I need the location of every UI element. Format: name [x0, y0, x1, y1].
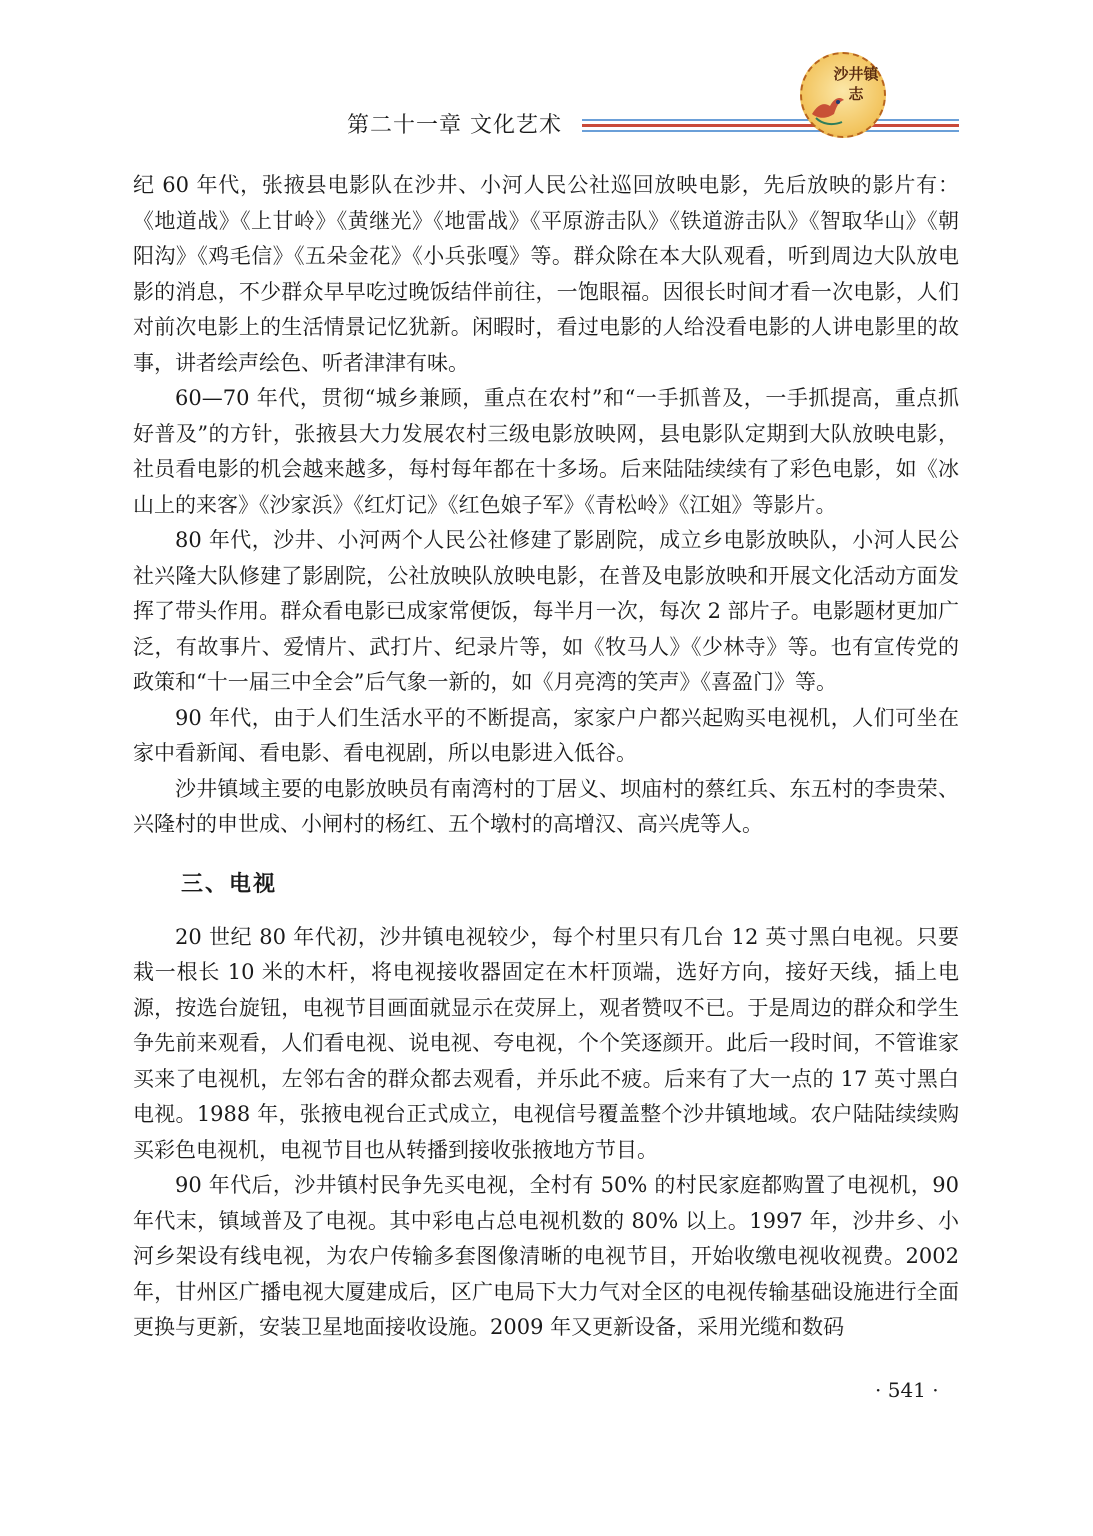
chapter-title: 第二十一章 文化艺术	[347, 113, 562, 138]
paragraph-film-1960s: 纪 60 年代，张掖县电影队在沙井、小河人民公社巡回放映电影，先后放映的影片有：《地道战》《上甘岭》《黄继光》《地雷战》《平原游击队》《铁道游击队》《智取华山》《朝阳沟》《鸡毛信》《五朵金花》《小兵张嘎》等。群众除在本大队观看，听到周边大队放电影的消息，不少群众早早吃过晚饭结伴前往，一饱眼福。因很长时间才看一次电影，人们对前次电影上的生活情景记忆犹新。闲暇时，看过电影的人给没看电影的人讲电影里的故事，讲者绘声绘色、听者津津有味。	[133, 173, 959, 375]
seal-text: 沙井镇志	[833, 65, 879, 103]
page-body	[133, 168, 959, 1346]
paragraph-tv-1980s: 20 世纪 80 年代初，沙井镇电视较少，每个村里只有几台 12 英寸黑白电视。只要栽一根长 10 米的木杆，将电视接收器固定在木杆顶端，选好方向，接好天线，插上电源，按选台旋钮，电视节目画面就显示在荧屏上，观者赞叹不已。于是周边的群众和学生争先前来观看，人们看电视、说电视、夸电视，个个笑逐颜开。此后一段时间，不管谁家买来了电视机，左邻右舍的群众都去观看，并乐此不疲。后来有了大一点的 17 英寸黑白电视。1988 年，张掖电视台正式成立，电视信号覆盖整个沙井镇地域。农户陆陆续续购买彩色电视机，电视节目也从转播到接收张掖地方节目。	[133, 924, 959, 1162]
paragraph-film-1980s: 80 年代，沙井、小河两个人民公社修建了影剧院，成立乡电影放映队，小河人民公社兴隆大队修建了影剧院，公社放映队放映电影，在普及电影放映和开展文化活动方面发挥了带头作用。群众看电影已成家常便饭，每半月一次，每次 2 部片子。电影题材更加广泛，有故事片、爱情片、武打片、纪录片等，如《牧马人》《少林寺》等。也有宣传党的政策和“十一届三中全会”后气象一新的，如《月亮湾的笑声》《喜盈门》等。	[133, 528, 959, 694]
paragraph-tv-1990s-onward: 90 年代后，沙井镇村民争先买电视，全村有 50% 的村民家庭都购置了电视机，90 年代末，镇域普及了电视。其中彩电占总电视机数的 80% 以上。1997 年，沙井乡、小河乡架设有线电视，为农户传输多套图像清晰的电视节目，开始收缴电视收视费。2002 年，甘州区广播电视大厦建成后，区广电局下大力气对全区的电视传输基础设施进行全面更换与更新，安装卫星地面接收设施。2009 年又更新设备，采用光缆和数码	[133, 1173, 959, 1339]
header-rule-red	[582, 124, 959, 127]
header-rule-blue-top	[582, 119, 959, 121]
gazetteer-seal-logo	[800, 52, 886, 138]
paragraph-film-1990s: 90 年代，由于人们生活水平的不断提高，家家户户都兴起购买电视机，人们可坐在家中看新闻、看电影、看电视剧，所以电影进入低谷。	[133, 705, 959, 765]
section-heading-television: 三、电视	[181, 871, 278, 897]
paragraph-film-1960s-1970s: 60—70 年代，贯彻“城乡兼顾，重点在农村”和“一手抓普及，一手抓提高，重点抓好普及”的方针，张掖县大力发展农村三级电影放映网，县电影队定期到大队放映电影，社员看电影的机会越来越多，每村每年都在十多场。后来陆陆续续有了彩色电影，如《冰山上的来客》《沙家浜》《红灯记》《红色娘子军》《青松岭》《江姐》等影片。	[133, 386, 959, 517]
page-header	[0, 0, 1093, 160]
header-rule-blue-bottom	[582, 130, 959, 132]
page-number: · 541 ·	[875, 1378, 939, 1402]
paragraph-projectionists: 沙井镇域主要的电影放映员有南湾村的丁居义、坝庙村的蔡红兵、东五村的李贵荣、兴隆村的申世成、小闸村的杨红、五个墩村的高增汉、高兴虎等人。	[133, 776, 959, 836]
